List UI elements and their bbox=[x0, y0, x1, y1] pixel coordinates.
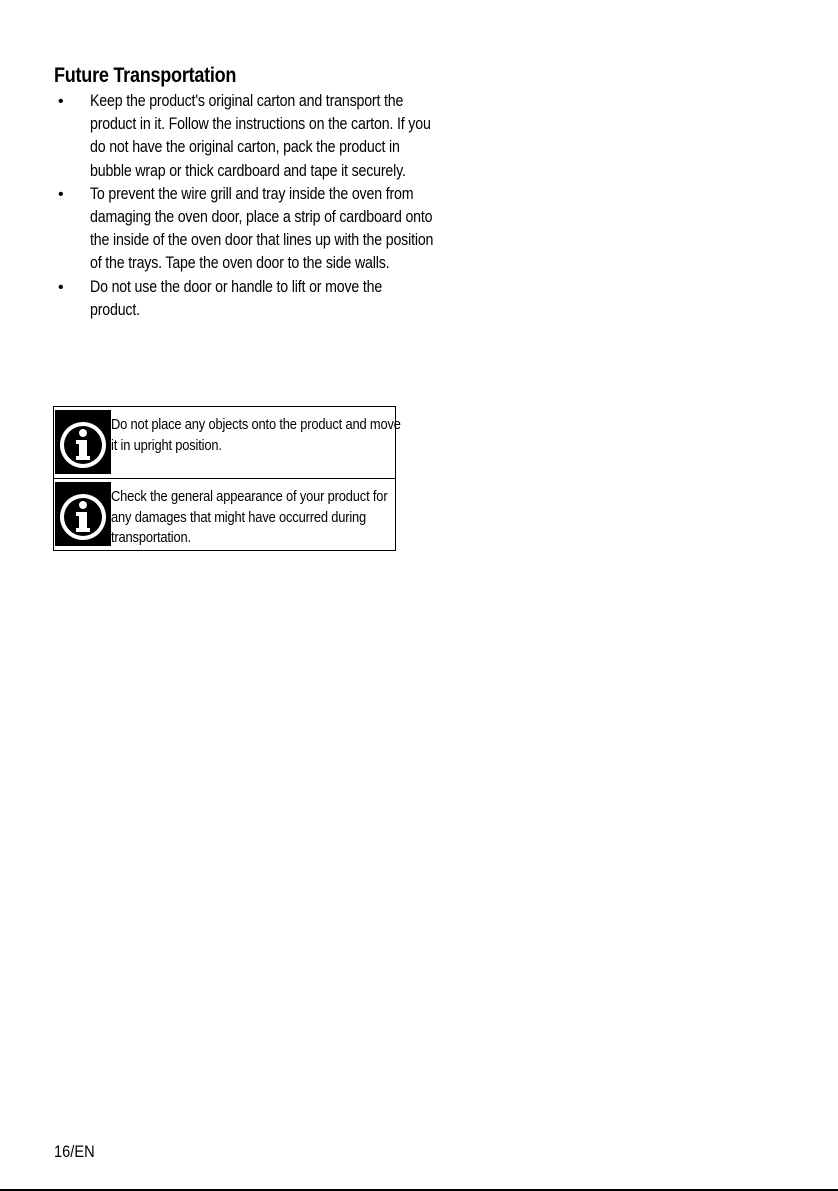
list-item bbox=[54, 90, 431, 183]
bullet-marker: • bbox=[58, 93, 64, 110]
page-number: 16/EN bbox=[54, 1142, 95, 1161]
section-title: Future Transportation bbox=[54, 64, 237, 87]
list-item-text: To prevent the wire grill and tray inside the oven from damaging the oven door, place a strip of cardboard onto the inside of the oven door that lines up with the position of the trays. Tape the oven door to the side walls. bbox=[90, 184, 434, 273]
list-item bbox=[54, 183, 434, 276]
list-item bbox=[54, 276, 414, 322]
info-note-text: Do not place any objects onto the product and move it in upright position. bbox=[111, 416, 401, 454]
info-notes-box bbox=[53, 406, 401, 551]
info-note bbox=[54, 407, 401, 478]
info-icon bbox=[55, 410, 111, 474]
transport-instructions-list bbox=[54, 90, 434, 322]
info-note-text: Check the general appearance of your product for any damages that might have occurred during transportation. bbox=[111, 488, 388, 546]
info-note bbox=[54, 478, 395, 550]
info-icon bbox=[55, 482, 111, 546]
list-item-text: Do not use the door or handle to lift or move the product. bbox=[90, 277, 383, 319]
bullet-marker: • bbox=[58, 278, 64, 296]
list-item-text: Keep the product's original carton and transport the product in it. Follow the instructions on the carton. If you do not have the original carton, pack the product in bubble wrap or thick cardboard and tape it securely. bbox=[90, 92, 431, 180]
bullet-marker: • bbox=[58, 185, 64, 203]
